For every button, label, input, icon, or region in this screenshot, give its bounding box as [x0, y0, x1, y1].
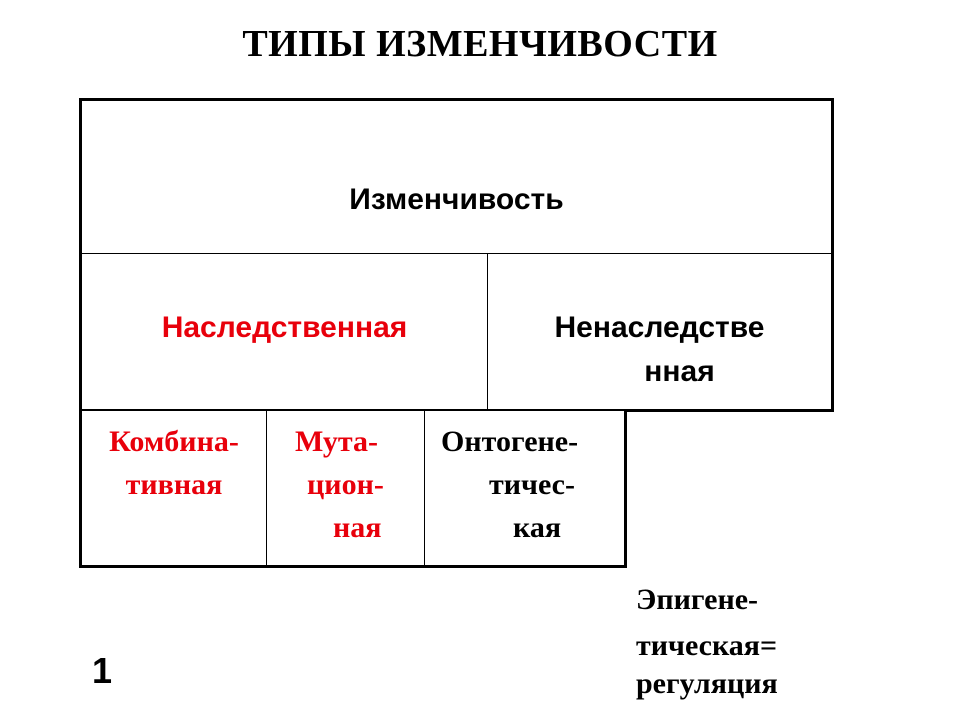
node-ontogenetic-line1: Онтогене- [441, 425, 579, 458]
slide-number: 1 [92, 650, 113, 691]
node-ontogenetic-line3: кая [513, 511, 562, 544]
node-epigenetic-line1: Эпигене- [636, 583, 759, 616]
frame-right-border [831, 98, 834, 412]
node-epigenetic [636, 577, 936, 707]
node-mutational-line3: ная [333, 511, 382, 544]
node-epigenetic-line3: регуляция [636, 667, 778, 700]
frame-top-border [79, 98, 834, 101]
node-ontogenetic-line2: тичес- [489, 468, 575, 501]
node-mutational [267, 420, 424, 549]
page-title: ТИПЫ ИЗМЕНЧИВОСТИ [242, 23, 718, 65]
node-mutational-line2: цион- [307, 468, 384, 501]
node-ontogenetic [425, 420, 624, 549]
frame-level1-bottom-right [624, 409, 834, 412]
node-combinative-line1: Комбина- [109, 425, 239, 458]
node-nonheritable-line2: нная [644, 355, 715, 388]
frame-level2-right [624, 409, 627, 568]
node-combinative-line2: тивная [125, 468, 223, 501]
node-nonheritable-line1: Ненаследстве [554, 311, 765, 344]
node-epigenetic-line2: тическая= [636, 629, 778, 662]
node-mutational-line1: Мута- [295, 425, 379, 458]
node-heritable: Наследственная [161, 311, 408, 344]
frame-root-divider [79, 253, 834, 254]
node-nonheritable [488, 306, 831, 394]
frame-level2-bottom [79, 565, 627, 568]
node-variability: Изменчивость [349, 183, 564, 216]
frame-level2-top [79, 409, 627, 411]
node-combinative [82, 420, 266, 506]
